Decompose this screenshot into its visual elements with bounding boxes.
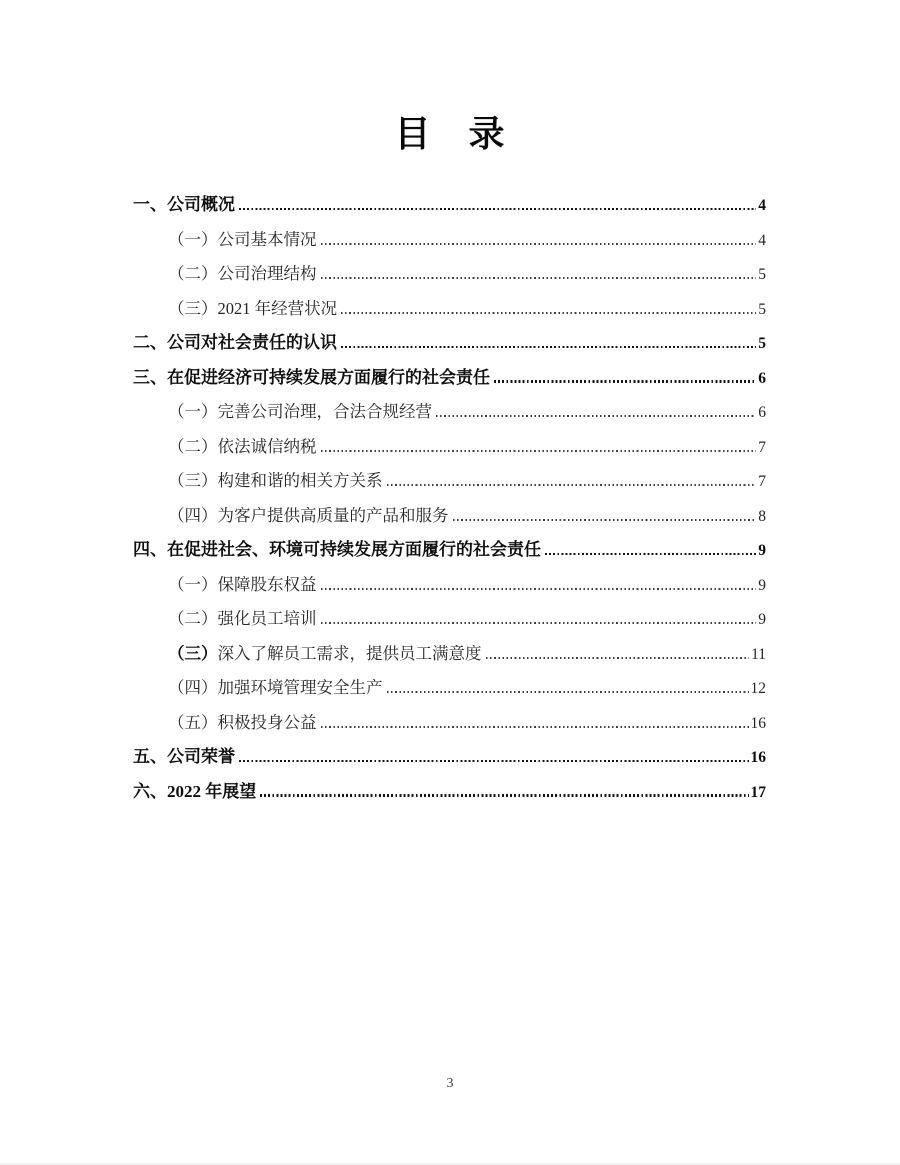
- toc-entry-number: （三）: [168, 643, 218, 663]
- toc-entry-number: 三、: [133, 367, 167, 387]
- toc-entry-title: 公司对社会责任的认识: [167, 333, 337, 352]
- toc-entry-title: 依法诚信纳税: [217, 436, 317, 456]
- toc-entry-number: 六、: [133, 781, 167, 801]
- toc-entry-page: 9: [758, 611, 766, 628]
- toc-entry-title: 为客户提供高质量的产品和服务: [217, 505, 449, 525]
- toc-entry-title: 公司概况: [167, 195, 235, 214]
- toc-entry-page: 9: [758, 576, 766, 594]
- toc-dot-leader: [545, 553, 756, 555]
- toc-entry-page: 16: [750, 714, 766, 732]
- toc-entry-page: 8: [758, 507, 766, 525]
- toc-entry-number: （四）: [168, 505, 218, 525]
- toc-dot-leader: [321, 622, 757, 624]
- toc-entry-title: 加强环境管理安全生产: [217, 678, 383, 697]
- toc-entry-number: （二）: [168, 264, 218, 283]
- toc-entry: [133, 430, 766, 465]
- toc-dot-leader: [387, 484, 757, 486]
- toc-entry: [133, 740, 766, 775]
- toc-entry: [133, 499, 766, 534]
- toc-dot-leader: [321, 277, 757, 279]
- toc-entry-number: 二、: [133, 333, 167, 352]
- toc-dot-leader: [486, 657, 750, 659]
- toc-entry-title: 保障股东权益: [217, 574, 317, 594]
- toc-entry: [133, 637, 766, 672]
- toc-entry: [133, 361, 766, 396]
- toc-dot-leader: [494, 380, 756, 382]
- toc-entry: [133, 533, 766, 568]
- toc-dot-leader: [260, 794, 748, 796]
- toc-entry-page: 6: [758, 369, 766, 387]
- toc-entry-page: 11: [751, 645, 766, 663]
- toc-dot-leader: [239, 208, 756, 210]
- toc-entry-title: 在促进社会、环境可持续发展方面履行的社会责任: [167, 540, 541, 559]
- toc-entry-number: （二）: [168, 609, 218, 628]
- toc-dot-leader: [239, 760, 749, 762]
- toc-entry-page: 7: [758, 438, 766, 456]
- toc-entry-title: 公司荣誉: [167, 747, 235, 766]
- toc-entry-page: 4: [758, 197, 766, 214]
- toc-dot-leader: [341, 312, 756, 314]
- toc-entry-page: 6: [758, 404, 766, 421]
- toc-entry: [133, 292, 766, 327]
- toc-entry-number: 四、: [133, 540, 167, 559]
- toc-entry: [133, 188, 766, 223]
- toc-entry-page: 9: [758, 542, 766, 559]
- toc-entry-title: 深入了解员工需求，提供员工满意度: [217, 643, 482, 663]
- toc-dot-leader: [387, 691, 749, 693]
- toc-entry-number: （一）: [168, 574, 218, 594]
- toc-entry: [133, 775, 766, 810]
- toc-dot-leader: [321, 243, 757, 245]
- toc-dot-leader: [453, 519, 757, 521]
- page-title: 目 录: [394, 114, 506, 154]
- toc-entry-title: 构建和谐的相关方关系: [217, 471, 383, 490]
- toc-dot-leader: [341, 346, 756, 348]
- toc-entry: [133, 395, 766, 430]
- toc-entry: [133, 464, 766, 499]
- toc-entry-page: 5: [758, 300, 766, 318]
- toc-entry-page: 5: [758, 335, 766, 352]
- toc-entry-title: 完善公司治理，合法合规经营: [217, 402, 432, 421]
- footer-page-number: 3: [446, 1076, 454, 1091]
- toc-entry: [133, 602, 766, 637]
- toc-entry-page: 12: [750, 680, 766, 697]
- toc-entry-title: 公司治理结构: [217, 264, 317, 283]
- toc-entry-number: （一）: [168, 402, 218, 421]
- toc-entry-page: 5: [758, 266, 766, 283]
- toc-entry-number: （三）: [168, 471, 218, 490]
- toc-entry-number: （四）: [168, 678, 218, 697]
- toc-entry: [133, 706, 766, 741]
- toc-dot-leader: [436, 415, 756, 417]
- toc-entry: [133, 568, 766, 603]
- toc-entry: [133, 223, 766, 258]
- table-of-contents: [133, 188, 766, 809]
- toc-entry: [133, 671, 766, 706]
- toc-entry-title: 公司基本情况: [217, 229, 317, 249]
- toc-entry-number: （二）: [168, 436, 218, 456]
- toc-dot-leader: [321, 726, 749, 728]
- toc-entry-number: 一、: [133, 195, 167, 214]
- toc-entry-page: 17: [750, 783, 766, 801]
- toc-entry-title: 在促进经济可持续发展方面履行的社会责任: [167, 367, 490, 387]
- toc-dot-leader: [321, 450, 757, 452]
- toc-entry-page: 16: [750, 749, 766, 766]
- toc-entry-page: 4: [758, 231, 766, 249]
- toc-entry-title: 2022 年展望: [167, 781, 257, 801]
- toc-entry-title: 2021 年经营状况: [217, 298, 338, 318]
- toc-entry-number: （三）: [168, 298, 218, 318]
- toc-entry-number: 五、: [133, 747, 167, 766]
- toc-entry-title: 积极投身公益: [217, 712, 317, 732]
- toc-entry-number: （一）: [168, 229, 218, 249]
- toc-dot-leader: [321, 588, 757, 590]
- toc-entry: [133, 326, 766, 361]
- toc-entry-number: （五）: [168, 712, 218, 732]
- toc-entry-page: 7: [758, 473, 766, 490]
- toc-entry: [133, 257, 766, 292]
- toc-entry-title: 强化员工培训: [217, 609, 317, 628]
